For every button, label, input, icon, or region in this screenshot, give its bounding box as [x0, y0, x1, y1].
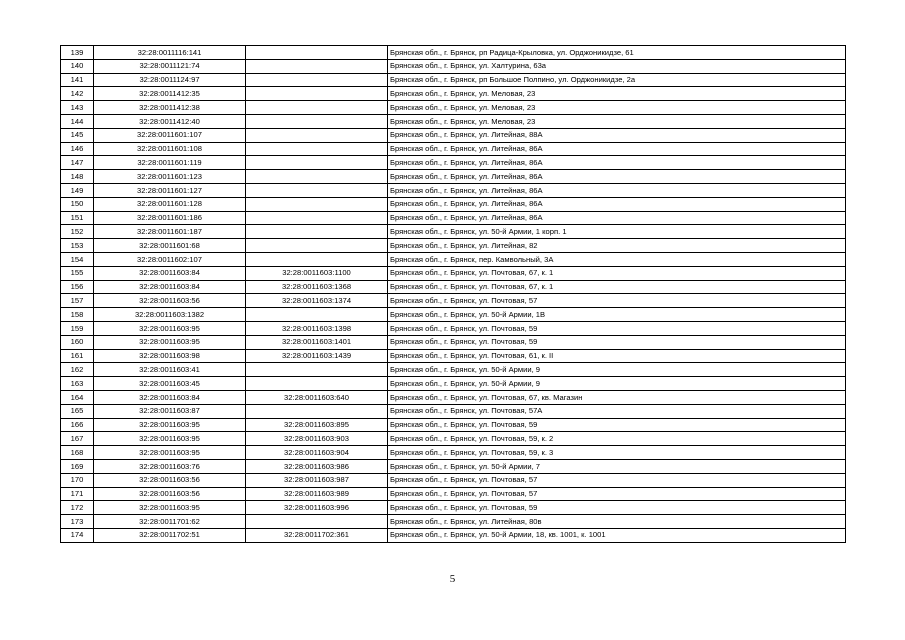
address-cell: Брянская обл., г. Брянск, ул. Литейная, 86А	[388, 156, 846, 170]
table-row	[61, 46, 846, 60]
row-number-cell: 158	[61, 308, 94, 322]
row-number-cell: 148	[61, 170, 94, 184]
row-number-cell: 143	[61, 101, 94, 115]
object-number-cell: 32:28:0011603:904	[246, 446, 388, 460]
address-cell: Брянская обл., г. Брянск, рп Большое Полпино, ул. Орджоникидзе, 2а	[388, 73, 846, 87]
table-row	[61, 404, 846, 418]
object-number-cell	[246, 128, 388, 142]
cadastral-number-cell: 32:28:0011601:186	[94, 211, 246, 225]
object-number-cell	[246, 59, 388, 73]
address-cell: Брянская обл., г. Брянск, ул. Меловая, 23	[388, 101, 846, 115]
object-number-cell	[246, 197, 388, 211]
row-number-cell: 167	[61, 432, 94, 446]
table-row	[61, 446, 846, 460]
table-row	[61, 252, 846, 266]
row-number-cell: 154	[61, 252, 94, 266]
cadastral-number-cell: 32:28:0011603:76	[94, 459, 246, 473]
row-number-cell: 156	[61, 280, 94, 294]
object-number-cell: 32:28:0011603:1439	[246, 349, 388, 363]
cadastral-number-cell: 32:28:0011602:107	[94, 252, 246, 266]
object-number-cell: 32:28:0011603:986	[246, 459, 388, 473]
cadastral-number-cell: 32:28:0011702:51	[94, 528, 246, 542]
address-cell: Брянская обл., г. Брянск, ул. Почтовая, 59	[388, 418, 846, 432]
address-cell: Брянская обл., г. Брянск, ул. Почтовая, 59, к. 3	[388, 446, 846, 460]
cadastral-number-cell: 32:28:0011603:95	[94, 432, 246, 446]
table-row	[61, 487, 846, 501]
address-cell: Брянская обл., г. Брянск, ул. Почтовая, 59, к. 2	[388, 432, 846, 446]
cadastral-number-cell: 32:28:0011603:1382	[94, 308, 246, 322]
table-row	[61, 225, 846, 239]
table-row	[61, 528, 846, 542]
row-number-cell: 162	[61, 363, 94, 377]
cadastral-number-cell: 32:28:0011603:95	[94, 321, 246, 335]
cadastral-number-cell: 32:28:0011412:38	[94, 101, 246, 115]
address-cell: Брянская обл., г. Брянск, ул. Почтовая, 59	[388, 501, 846, 515]
object-number-cell: 32:28:0011603:1100	[246, 266, 388, 280]
cadastral-number-cell: 32:28:0011701:62	[94, 515, 246, 529]
row-number-cell: 139	[61, 46, 94, 60]
row-number-cell: 159	[61, 321, 94, 335]
address-cell: Брянская обл., г. Брянск, ул. 50-й Армии, 9	[388, 377, 846, 391]
row-number-cell: 171	[61, 487, 94, 501]
row-number-cell: 155	[61, 266, 94, 280]
address-cell: Брянская обл., г. Брянск, ул. Почтовая, 67, к. 1	[388, 280, 846, 294]
row-number-cell: 164	[61, 390, 94, 404]
address-cell: Брянская обл., г. Брянск, ул. Литейная, 86А	[388, 142, 846, 156]
table-row	[61, 114, 846, 128]
address-cell: Брянская обл., г. Брянск, ул. Почтовая, 67, к. 1	[388, 266, 846, 280]
row-number-cell: 170	[61, 473, 94, 487]
object-number-cell: 32:28:0011603:1398	[246, 321, 388, 335]
object-number-cell: 32:28:0011603:640	[246, 390, 388, 404]
address-cell: Брянская обл., г. Брянск, ул. Почтовая, 57	[388, 294, 846, 308]
object-number-cell	[246, 239, 388, 253]
table-row	[61, 294, 846, 308]
object-number-cell: 32:28:0011603:895	[246, 418, 388, 432]
address-cell: Брянская обл., г. Брянск, ул. 50-й Армии, 1 корп. 1	[388, 225, 846, 239]
object-number-cell: 32:28:0011603:903	[246, 432, 388, 446]
object-number-cell	[246, 377, 388, 391]
cadastral-number-cell: 32:28:0011603:87	[94, 404, 246, 418]
object-number-cell: 32:28:0011603:987	[246, 473, 388, 487]
object-number-cell	[246, 170, 388, 184]
row-number-cell: 151	[61, 211, 94, 225]
row-number-cell: 160	[61, 335, 94, 349]
cadastral-number-cell: 32:28:0011603:95	[94, 418, 246, 432]
address-cell: Брянская обл., г. Брянск, ул. Почтовая, 57А	[388, 404, 846, 418]
cadastral-number-cell: 32:28:0011601:127	[94, 183, 246, 197]
address-cell: Брянская обл., г. Брянск, ул. Литейная, 86А	[388, 211, 846, 225]
object-number-cell	[246, 73, 388, 87]
cadastral-number-cell: 32:28:0011603:95	[94, 335, 246, 349]
table-row	[61, 197, 846, 211]
cadastral-number-cell: 32:28:0011603:41	[94, 363, 246, 377]
table-row	[61, 280, 846, 294]
table-row	[61, 170, 846, 184]
cadastral-number-cell: 32:28:0011603:84	[94, 280, 246, 294]
row-number-cell: 173	[61, 515, 94, 529]
object-number-cell	[246, 183, 388, 197]
row-number-cell: 174	[61, 528, 94, 542]
address-cell: Брянская обл., г. Брянск, ул. 50-й Армии, 1В	[388, 308, 846, 322]
row-number-cell: 142	[61, 87, 94, 101]
cadastral-number-cell: 32:28:0011121:74	[94, 59, 246, 73]
row-number-cell: 157	[61, 294, 94, 308]
table-row	[61, 335, 846, 349]
row-number-cell: 168	[61, 446, 94, 460]
table-row	[61, 239, 846, 253]
object-number-cell	[246, 252, 388, 266]
object-number-cell: 32:28:0011603:996	[246, 501, 388, 515]
table-row	[61, 59, 846, 73]
object-number-cell	[246, 308, 388, 322]
row-number-cell: 141	[61, 73, 94, 87]
address-cell: Брянская обл., г. Брянск, ул. Почтовая, 59	[388, 335, 846, 349]
row-number-cell: 166	[61, 418, 94, 432]
object-number-cell: 32:28:0011702:361	[246, 528, 388, 542]
cadastral-number-cell: 32:28:0011603:98	[94, 349, 246, 363]
address-cell: Брянская обл., г. Брянск, ул. Литейная, 86А	[388, 183, 846, 197]
address-cell: Брянская обл., г. Брянск, ул. Меловая, 23	[388, 114, 846, 128]
object-number-cell	[246, 211, 388, 225]
cadastral-number-cell: 32:28:0011603:56	[94, 487, 246, 501]
row-number-cell: 146	[61, 142, 94, 156]
object-number-cell	[246, 515, 388, 529]
table-row	[61, 211, 846, 225]
row-number-cell: 149	[61, 183, 94, 197]
table-row	[61, 308, 846, 322]
cadastral-number-cell: 32:28:0011601:123	[94, 170, 246, 184]
table-row	[61, 266, 846, 280]
row-number-cell: 153	[61, 239, 94, 253]
object-number-cell	[246, 142, 388, 156]
row-number-cell: 169	[61, 459, 94, 473]
address-cell: Брянская обл., г. Брянск, ул. Почтовая, 57	[388, 487, 846, 501]
object-number-cell	[246, 156, 388, 170]
address-cell: Брянская обл., г. Брянск, ул. Почтовая, 61, к. II	[388, 349, 846, 363]
table-row	[61, 432, 846, 446]
table-row	[61, 363, 846, 377]
row-number-cell: 172	[61, 501, 94, 515]
address-cell: Брянская обл., г. Брянск, ул. Литейная, 82	[388, 239, 846, 253]
table-row	[61, 183, 846, 197]
row-number-cell: 144	[61, 114, 94, 128]
cadastral-number-cell: 32:28:0011601:107	[94, 128, 246, 142]
address-cell: Брянская обл., г. Брянск, рп Радица-Крыловка, ул. Орджоникидзе, 61	[388, 46, 846, 60]
cadastral-number-cell: 32:28:0011601:119	[94, 156, 246, 170]
table-row	[61, 349, 846, 363]
object-number-cell	[246, 404, 388, 418]
cadastral-number-cell: 32:28:0011601:187	[94, 225, 246, 239]
object-number-cell: 32:28:0011603:1374	[246, 294, 388, 308]
address-cell: Брянская обл., г. Брянск, ул. Почтовая, 57	[388, 473, 846, 487]
table-row	[61, 377, 846, 391]
object-number-cell	[246, 363, 388, 377]
table-row	[61, 390, 846, 404]
address-cell: Брянская обл., г. Брянск, ул. Халтурина, 63а	[388, 59, 846, 73]
cadastral-number-cell: 32:28:0011603:56	[94, 294, 246, 308]
address-cell: Брянская обл., г. Брянск, пер. Камвольный, 3А	[388, 252, 846, 266]
row-number-cell: 150	[61, 197, 94, 211]
address-cell: Брянская обл., г. Брянск, ул. Почтовая, 59	[388, 321, 846, 335]
cadastral-number-cell: 32:28:0011603:95	[94, 501, 246, 515]
address-cell: Брянская обл., г. Брянск, ул. 50-й Армии, 18, кв. 1001, к. 1001	[388, 528, 846, 542]
object-number-cell: 32:28:0011603:1401	[246, 335, 388, 349]
table-row	[61, 156, 846, 170]
cadastral-number-cell: 32:28:0011116:141	[94, 46, 246, 60]
cadastral-number-cell: 32:28:0011603:84	[94, 266, 246, 280]
cadastral-number-cell: 32:28:0011412:40	[94, 114, 246, 128]
object-number-cell: 32:28:0011603:989	[246, 487, 388, 501]
table-row	[61, 87, 846, 101]
address-cell: Брянская обл., г. Брянск, ул. Меловая, 23	[388, 87, 846, 101]
table-row	[61, 418, 846, 432]
cadastral-number-cell: 32:28:0011601:68	[94, 239, 246, 253]
table-row	[61, 459, 846, 473]
cadastral-number-cell: 32:28:0011603:84	[94, 390, 246, 404]
address-cell: Брянская обл., г. Брянск, ул. Литейная, 80в	[388, 515, 846, 529]
table-row	[61, 473, 846, 487]
table-row	[61, 142, 846, 156]
cadastral-number-cell: 32:28:0011603:45	[94, 377, 246, 391]
table-row	[61, 515, 846, 529]
row-number-cell: 140	[61, 59, 94, 73]
row-number-cell: 161	[61, 349, 94, 363]
row-number-cell: 152	[61, 225, 94, 239]
address-cell: Брянская обл., г. Брянск, ул. 50-й Армии, 7	[388, 459, 846, 473]
address-cell: Брянская обл., г. Брянск, ул. Почтовая, 67, кв. Магазин	[388, 390, 846, 404]
address-cell: Брянская обл., г. Брянск, ул. Литейная, 88А	[388, 128, 846, 142]
object-number-cell	[246, 225, 388, 239]
table-row	[61, 73, 846, 87]
row-number-cell: 147	[61, 156, 94, 170]
cadastral-number-cell: 32:28:0011601:108	[94, 142, 246, 156]
object-number-cell	[246, 87, 388, 101]
object-number-cell: 32:28:0011603:1368	[246, 280, 388, 294]
object-number-cell	[246, 114, 388, 128]
address-cell: Брянская обл., г. Брянск, ул. Литейная, 86А	[388, 197, 846, 211]
row-number-cell: 163	[61, 377, 94, 391]
address-cell: Брянская обл., г. Брянск, ул. 50-й Армии, 9	[388, 363, 846, 377]
cadastral-number-cell: 32:28:0011603:56	[94, 473, 246, 487]
object-number-cell	[246, 46, 388, 60]
address-cell: Брянская обл., г. Брянск, ул. Литейная, 86А	[388, 170, 846, 184]
page-number: 5	[449, 573, 456, 585]
object-number-cell	[246, 101, 388, 115]
registry-table-body	[61, 46, 846, 543]
table-row	[61, 321, 846, 335]
property-registry-table	[60, 45, 846, 543]
row-number-cell: 145	[61, 128, 94, 142]
row-number-cell: 165	[61, 404, 94, 418]
cadastral-number-cell: 32:28:0011412:35	[94, 87, 246, 101]
cadastral-number-cell: 32:28:0011603:95	[94, 446, 246, 460]
table-row	[61, 501, 846, 515]
cadastral-number-cell: 32:28:0011601:128	[94, 197, 246, 211]
cadastral-number-cell: 32:28:0011124:97	[94, 73, 246, 87]
table-row	[61, 101, 846, 115]
table-row	[61, 128, 846, 142]
